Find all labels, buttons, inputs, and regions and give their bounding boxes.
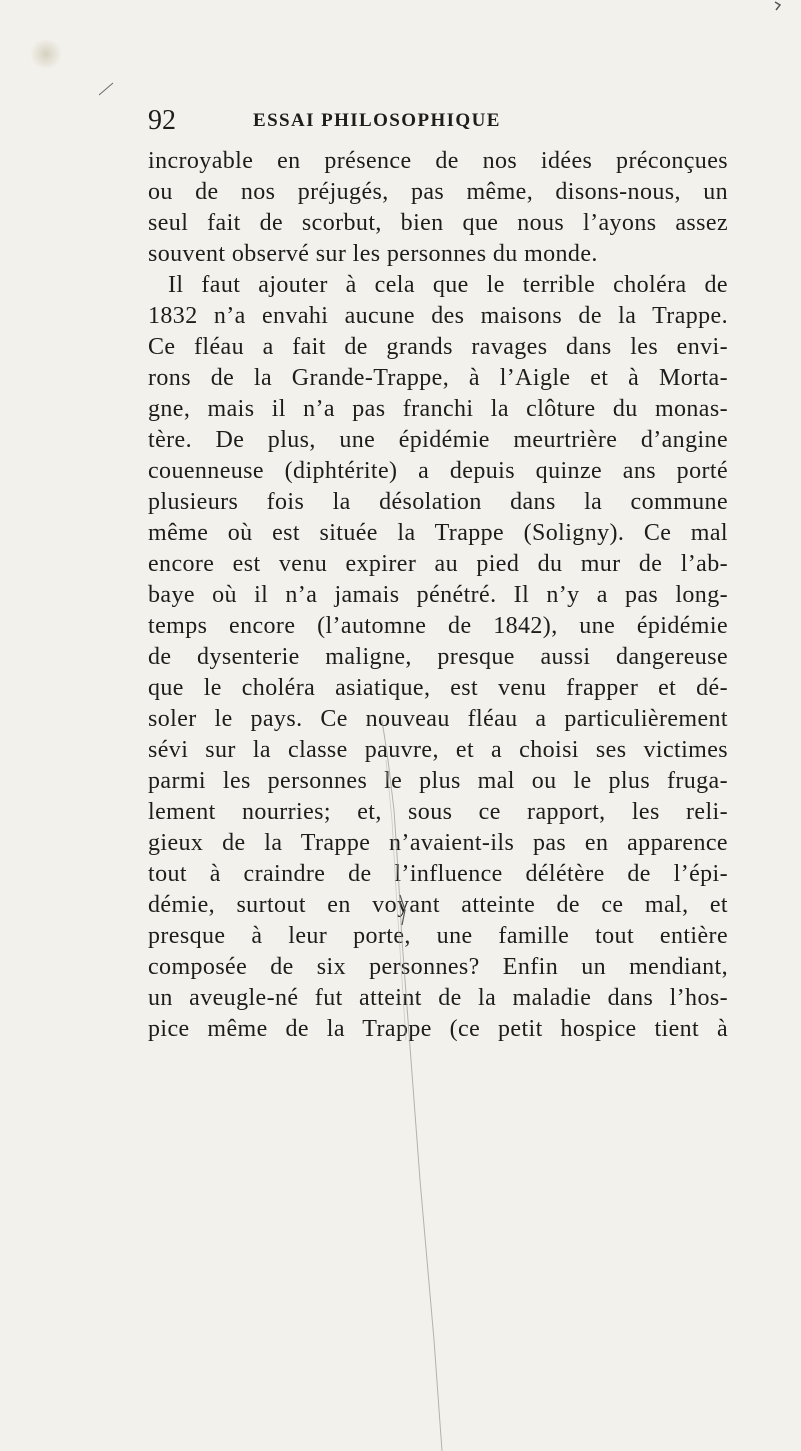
text-line: encore est venu expirer au pied du mur de l’ab- xyxy=(148,551,728,577)
text-line: que le choléra asiatique, est venu frapper et dé- xyxy=(148,675,728,701)
text-line: soler le pays. Ce nouveau fléau a particulièrement xyxy=(148,706,728,732)
text-line: incroyable en présence de nos idées préconçues xyxy=(148,148,728,174)
text-line: parmi les personnes le plus mal ou le plus fruga- xyxy=(148,768,728,794)
text-line: baye où il n’a jamais pénétré. Il n’y a pas long- xyxy=(148,582,728,608)
text-line: couenneuse (diphtérite) a depuis quinze ans porté xyxy=(148,458,728,484)
text-line: composée de six personnes? Enfin un mendiant, xyxy=(148,954,728,980)
text-line: Ce fléau a fait de grands ravages dans les envi- xyxy=(148,334,728,360)
text-line: un aveugle-né fut atteint de la maladie dans l’hos- xyxy=(148,985,728,1011)
text-line: pice même de la Trappe (ce petit hospice tient à xyxy=(148,1016,728,1042)
text-line: de dysenterie maligne, presque aussi dangereuse xyxy=(148,644,728,670)
text-line: rons de la Grande-Trappe, à l’Aigle et à Morta- xyxy=(148,365,728,391)
text-line: seul fait de scorbut, bien que nous l’ayons assez xyxy=(148,210,728,236)
paper-stain xyxy=(28,40,64,68)
text-line: démie, surtout en voyant atteinte de ce mal, et xyxy=(148,892,728,918)
page-number: 92 xyxy=(148,105,176,136)
corner-mark-icon xyxy=(773,0,783,12)
paper-crease xyxy=(372,720,462,1451)
text-line: gne, mais il n’a pas franchi la clôture du monas- xyxy=(148,396,728,422)
text-line: gieux de la Trappe n’avaient-ils pas en apparence xyxy=(148,830,728,856)
text-line: souvent observé sur les personnes du monde. xyxy=(148,241,598,267)
text-line: 1832 n’a envahi aucune des maisons de la Trappe. xyxy=(148,303,728,329)
text-line: temps encore (l’automne de 1842), une épidémie xyxy=(148,613,728,639)
text-line: tout à craindre de l’influence délétère de l’épi- xyxy=(148,861,728,887)
text-line: plusieurs fois la désolation dans la commune xyxy=(148,489,728,515)
text-line: ou de nos préjugés, pas même, disons-nous, un xyxy=(148,179,728,205)
pencil-mark-icon xyxy=(98,82,114,96)
text-line: Il faut ajouter à cela que le terrible choléra de xyxy=(168,272,728,298)
text-line: presque à leur porte, une famille tout entière xyxy=(148,923,728,949)
running-title: ESSAI PHILOSOPHIQUE xyxy=(253,110,501,131)
text-line: tère. De plus, une épidémie meurtrière d’angine xyxy=(148,427,728,453)
text-line: sévi sur la classe pauvre, et a choisi ses victimes xyxy=(148,737,728,763)
text-line: même où est située la Trappe (Soligny). Ce mal xyxy=(148,520,728,546)
text-line: lement nourries; et, sous ce rapport, les reli- xyxy=(148,799,728,825)
page-header xyxy=(148,104,718,138)
